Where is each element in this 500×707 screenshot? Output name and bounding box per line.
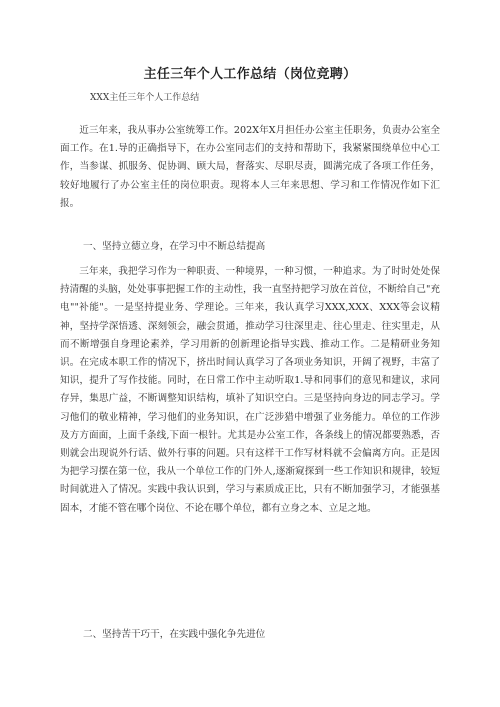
- intro-paragraph: 近三年来，我从事办公室统筹工作。202X年X月担任办公室主任职务，负责办公室全面工作。在1.导的正确指导下，在办公室同志们的支持和帮助下，我紧紧围绕单位中心工作，当参谋、抓服务、促协调、顾大局，督落实、尽职尽责，圆满完成了各项工作任务，较好地履行了办公室主任的岗位职责。现将本人三年来思想、学习和工作情况作如下汇报。: [60, 125, 440, 209]
- section-1-body: 三年来，我把学习作为一种职责、一种境界，一种习惯，一种追求。为了时时处处保持清醒的头脑，处处事事把握工作的主动性，我一直坚持把学习放在首位，不断给自己"充电""补能"。一是坚持提业务、学理论。三年来，我认真学习XXX,XXX、XXX等会议精神，坚持学深悟透、深刻领会，融会贯通，推动学习往深里走、往心里走、往实里走，从而不断增强自身理论素养，学习用新的创新理论指导实践、推动工作。二是精研业务知识。在完成本职工作的情况下，挤出时间认真学习了各项业务知识，开阔了视野，丰富了知识，提升了写作技能。同时，在日常工作中主动听取1.导和同事们的意见和建议，求同存异，集思广益，不断调整知识结构，填补了知识空白。三是坚持向身边的同志学习。学习他们的敬业精神，学习他们的业务知识，在广泛涉猎中增强了业务能力。单位的工作涉及方方面面，上面千条线,下面一根针。尤其是办公室工作，各条线上的情况都要熟悉，否则就会出现说外行话、做外行事的问题。只有这样干工作写材料就不会偏离方向。正是因为把学习摆在第一位，我从一个单位工作的门外人,逐渐窥探到一些工作知识和规律，较短时间就进入了情况。实践中我认识到，学习与素质成正比，只有不断加强学习，才能强基固本，才能不管在哪个岗位、不论在哪个单位，都有立身之本、立足之地。: [60, 266, 440, 514]
- section-1-heading: 一、坚持立德立身，在学习中不断总结提高: [83, 241, 266, 252]
- document-subtitle: XXX主任三年个人工作总结: [90, 93, 200, 103]
- document-title: 主任三年个人工作总结（岗位竞聘）: [143, 67, 357, 82]
- section-2-heading: 二、坚持苦干巧干，在实践中强化争先进位: [83, 629, 266, 640]
